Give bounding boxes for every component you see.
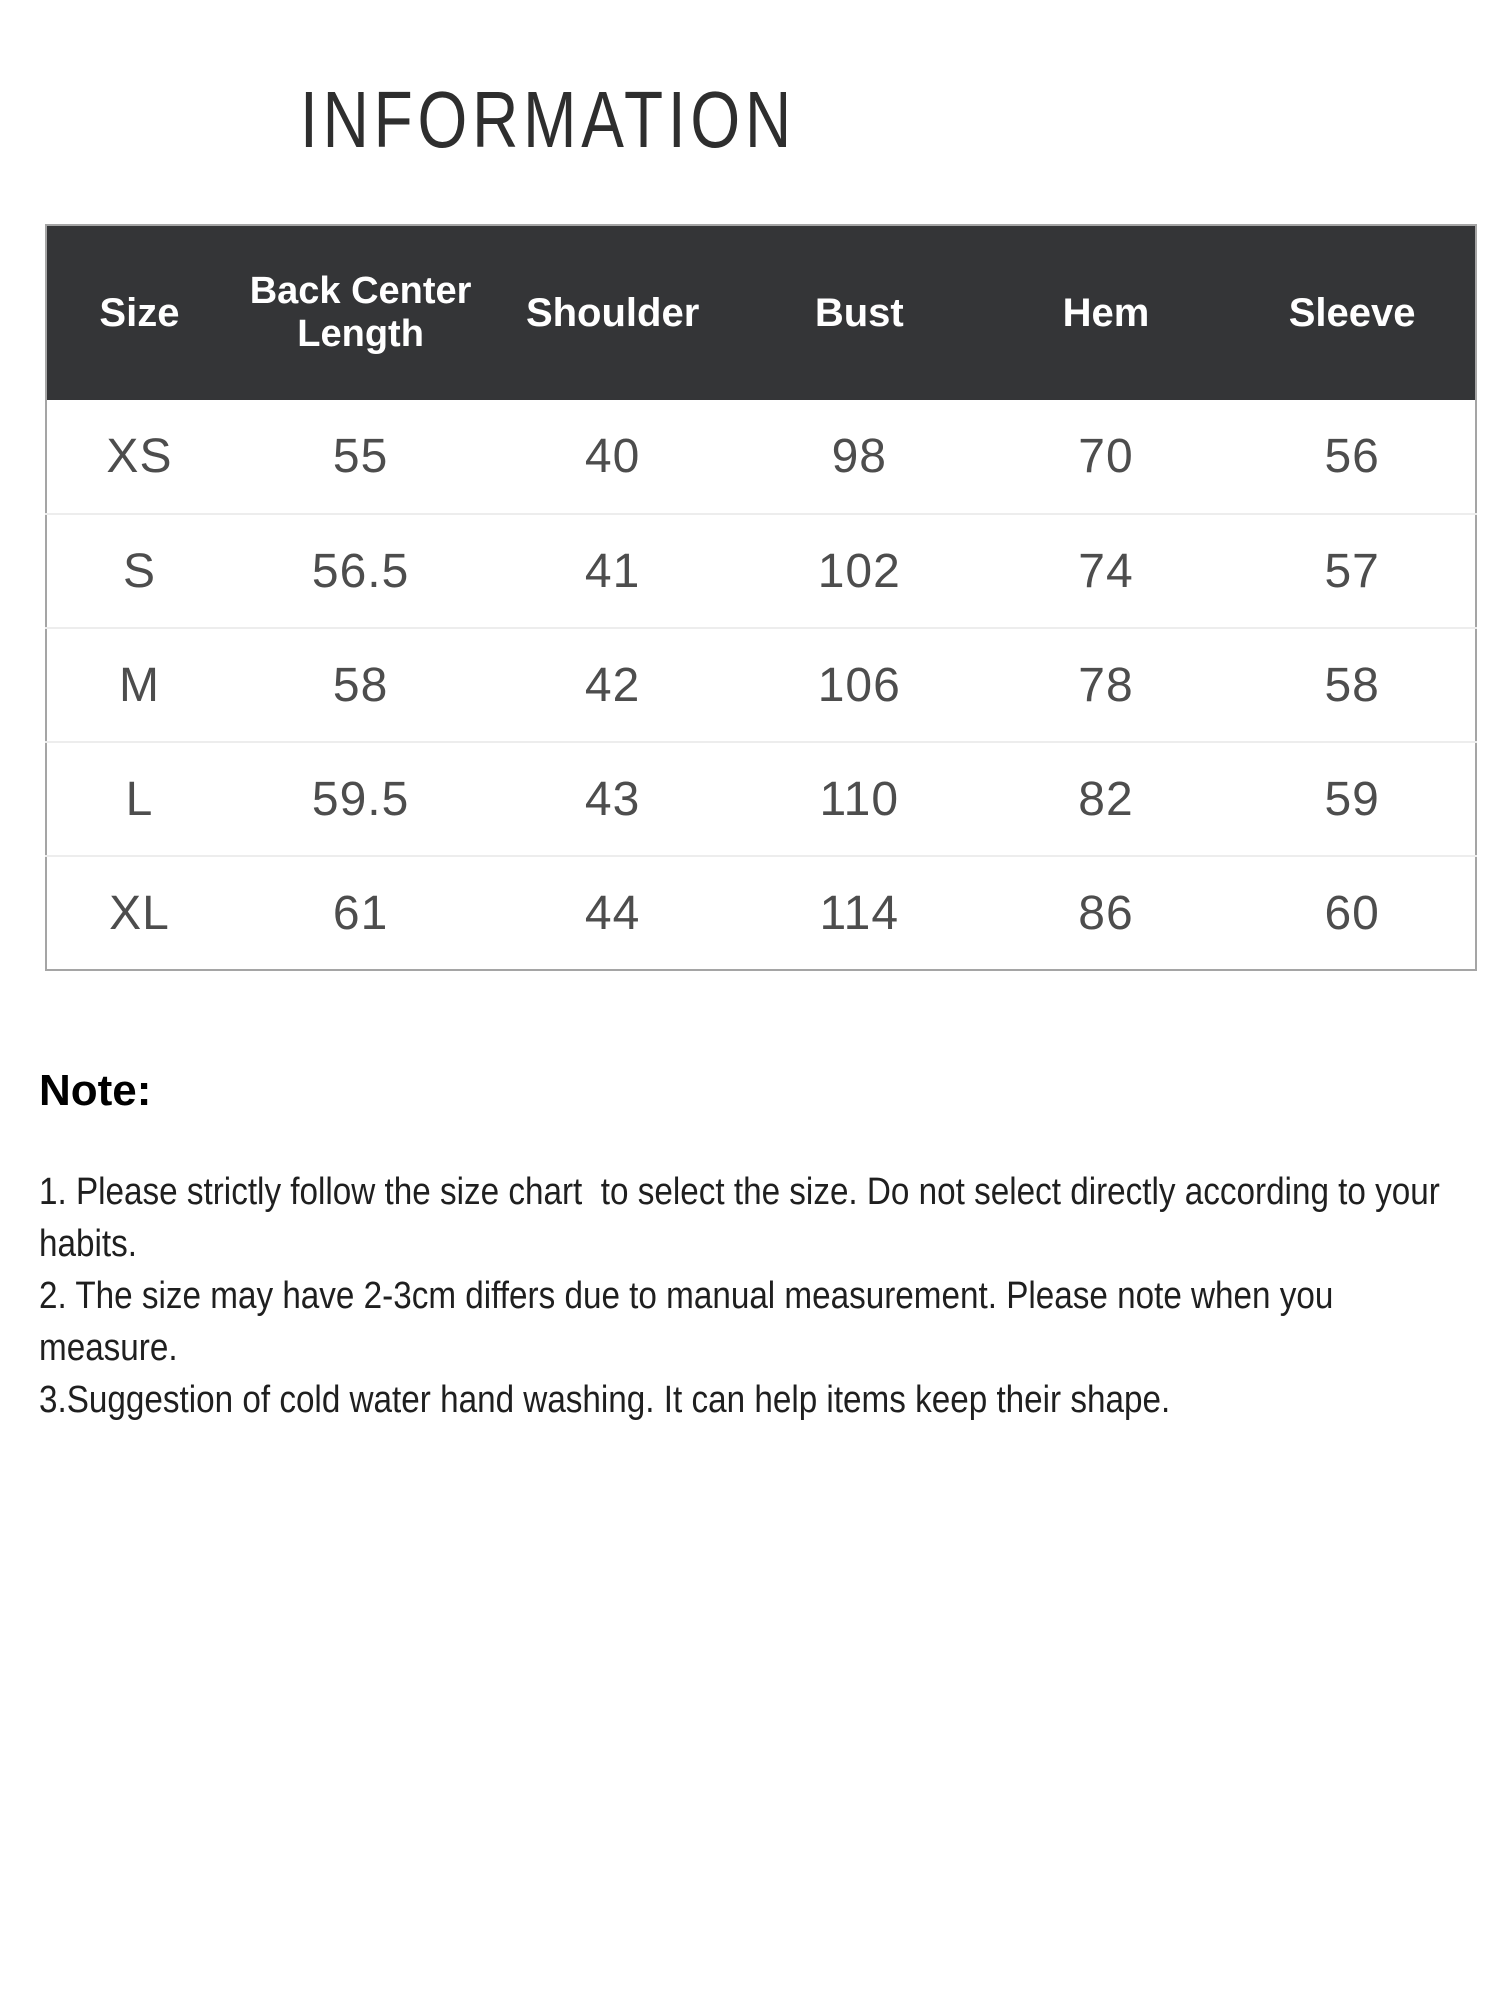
- cell-bust: 110: [736, 742, 983, 856]
- column-header-back-center-length: Back Center Length: [232, 225, 489, 400]
- cell-bust: 114: [819, 886, 900, 940]
- cell-back-center-length: 56.5: [232, 514, 489, 628]
- note-item-3: 3.Suggestion of cold water hand washing. It can help items keep their shape.: [39, 1379, 1171, 1421]
- table-row-xs: [46, 400, 1476, 514]
- table-row-l: [46, 742, 1476, 856]
- cell-size: S: [46, 514, 232, 628]
- size-chart-table: [45, 224, 1477, 971]
- cell-sleeve: 56: [1229, 400, 1476, 514]
- size-chart-body: [46, 400, 1476, 970]
- cell-shoulder: 40: [489, 400, 736, 514]
- cell-size: XS: [46, 400, 232, 514]
- cell-sleeve: 60: [1324, 886, 1380, 940]
- cell-bust: 98: [736, 400, 983, 514]
- cell-shoulder: 44: [584, 886, 641, 940]
- column-header-size: Size: [46, 225, 232, 400]
- table-row-s: [46, 514, 1476, 628]
- column-header-bust: Bust: [736, 225, 983, 400]
- column-header-sleeve: Sleeve: [1229, 225, 1476, 400]
- table-row-m: [46, 628, 1476, 742]
- note-heading: Note:: [39, 1066, 152, 1115]
- cell-size: XL: [109, 886, 170, 940]
- page-title: INFORMATION: [300, 75, 797, 164]
- cell-back-center-length: 55: [232, 400, 489, 514]
- cell-shoulder: 43: [489, 742, 736, 856]
- size-chart-header: [46, 225, 1476, 400]
- cell-hem: 82: [983, 742, 1230, 856]
- column-header-shoulder: Shoulder: [489, 225, 736, 400]
- cell-hem: 86: [1078, 886, 1134, 940]
- cell-bust: 102: [736, 514, 983, 628]
- cell-hem: 78: [983, 628, 1230, 742]
- column-header-hem: Hem: [983, 225, 1230, 400]
- table-row-xl: [46, 856, 1476, 970]
- cell-bust: 106: [736, 628, 983, 742]
- cell-sleeve: 57: [1229, 514, 1476, 628]
- cell-back-center-length: 59.5: [232, 742, 489, 856]
- cell-size: L: [46, 742, 232, 856]
- cell-sleeve: 58: [1229, 628, 1476, 742]
- cell-hem: 70: [983, 400, 1230, 514]
- cell-back-center-length: 61: [332, 886, 389, 940]
- note-item-1: 1. Please strictly follow the size chart to select the size. Do not select directly according to your habits.: [39, 1171, 1450, 1265]
- note-item-2: 2. The size may have 2-3cm differs due to manual measurement. Please note when you measure.: [39, 1275, 1343, 1369]
- cell-hem: 74: [983, 514, 1230, 628]
- note-section: [39, 1066, 1499, 1426]
- cell-sleeve: 59: [1229, 742, 1476, 856]
- cell-size: M: [46, 628, 232, 742]
- cell-shoulder: 42: [489, 628, 736, 742]
- header-row: [46, 225, 1476, 400]
- cell-back-center-length: 58: [232, 628, 489, 742]
- cell-shoulder: 41: [489, 514, 736, 628]
- note-body: [39, 1166, 1474, 1426]
